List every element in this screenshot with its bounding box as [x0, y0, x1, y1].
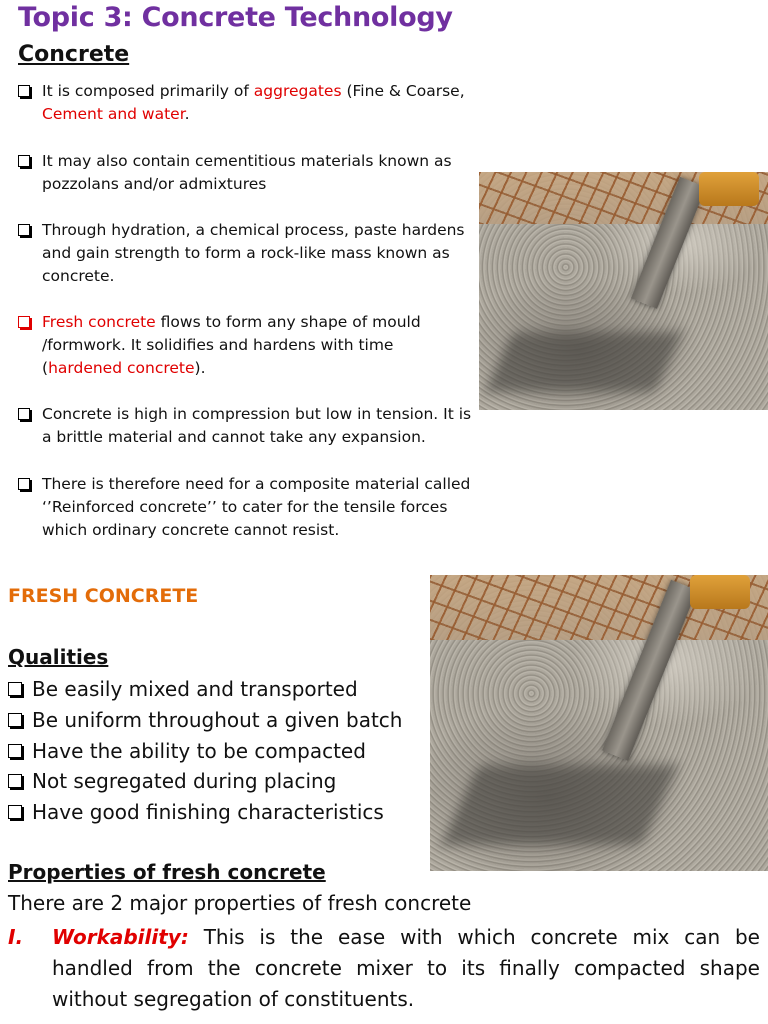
bullet-item: There is therefore need for a composite material called ‘’Reinforced concrete’’ to cater for the tensile forces which ordinary concrete cannot resist.	[18, 473, 478, 542]
checkbox-bullet-icon	[8, 744, 22, 758]
checkbox-bullet-icon	[18, 316, 30, 328]
workability-term: Workability:	[52, 925, 189, 949]
bullet-item: Fresh concrete flows to form any shape of mould /formwork. It solidifies and hardens with time (hardened concrete).	[18, 311, 478, 380]
checkbox-bullet-icon	[18, 408, 30, 420]
list-item: Be easily mixed and transported	[8, 674, 358, 704]
checkbox-bullet-icon	[18, 85, 30, 97]
list-item: Be uniform throughout a given batch	[8, 705, 402, 735]
list-item: Not segregated during placing	[8, 766, 336, 796]
bullet-item: It is composed primarily of aggregates (Fine & Coarse, Cement and water.	[18, 80, 478, 126]
section-heading-concrete: Concrete	[18, 42, 130, 67]
bullet-item: Concrete is high in compression but low in tension. It is a brittle material and cannot take any expansion.	[18, 403, 478, 449]
checkbox-bullet-icon	[18, 478, 30, 490]
bullet-item: Through hydration, a chemical process, paste hardens and gain strength to form a rock-like mass known as concrete.	[18, 219, 478, 288]
checkbox-bullet-icon	[8, 774, 22, 788]
bullet-item: It may also contain cementitious materials known as pozzolans and/or admixtures	[18, 150, 478, 196]
checkbox-bullet-icon	[8, 713, 22, 727]
list-item: Have the ability to be compacted	[8, 736, 366, 766]
checkbox-bullet-icon	[18, 155, 30, 167]
concrete-pour-photo	[430, 575, 768, 871]
workability-item: I. Workability: This is the ease with which concrete mix can be handled from the concrete mixer to its finally compacted shape without segregation of constituents.	[8, 922, 760, 1015]
checkbox-bullet-icon	[8, 805, 22, 819]
checkbox-bullet-icon	[18, 224, 30, 236]
roman-numeral: I.	[8, 925, 24, 949]
fresh-concrete-heading: FRESH CONCRETE	[8, 585, 199, 607]
page-title: Topic 3: Concrete Technology	[18, 2, 453, 33]
checkbox-bullet-icon	[8, 682, 22, 696]
list-item: Have good finishing characteristics	[8, 797, 384, 827]
properties-heading: Properties of fresh concrete	[8, 860, 326, 884]
properties-intro: There are 2 major properties of fresh concrete	[8, 891, 472, 915]
concrete-pour-photo	[479, 172, 768, 410]
qualities-heading: Qualities	[8, 645, 109, 669]
